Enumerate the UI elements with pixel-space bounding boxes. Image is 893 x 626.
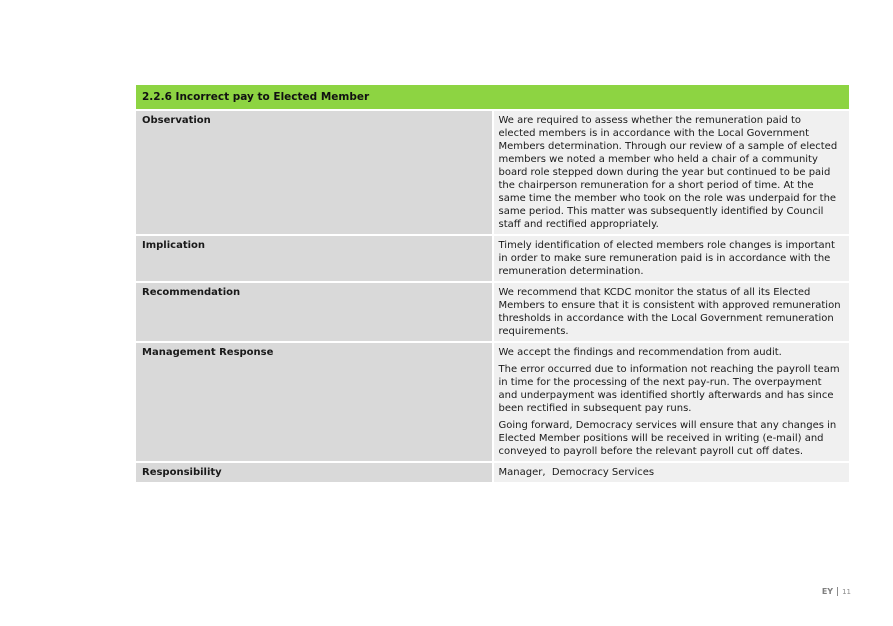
- observation-text: We are required to assess whether the remuneration paid to elected members is in accordance with the Local Government Members determination. Through our review of a sample of elected members we noted a member who held a chair of a community board role stepped down during the year but continued to be paid the chairperson remuneration for a short period of time. At the same time the member who took on the role was underpaid for the same period. This matter was subsequently identified by Council staff and rectified appropriately.: [498, 115, 838, 230]
- row-value-recommendation: [493, 282, 850, 342]
- finding-title: 2.2.6 Incorrect pay to Elected Member: [136, 85, 849, 110]
- implication-text: Timely identification of elected members role changes is important in order to make sure remuneration paid is in accordance with the remuneration determination.: [498, 240, 835, 277]
- finding-title-row: [136, 85, 849, 110]
- footer-divider: [837, 587, 838, 596]
- table-row-implication: [136, 235, 849, 282]
- row-value-implication: [493, 235, 850, 282]
- row-value-observation: [493, 110, 850, 235]
- row-value-responsibility: [493, 462, 850, 482]
- row-label-management-response: Management Response: [136, 342, 493, 462]
- finding-table: [136, 85, 849, 482]
- row-value-management-response: [493, 342, 850, 462]
- page-footer: [822, 587, 851, 596]
- management-response-text-1: We accept the findings and recommendation from audit.: [498, 347, 782, 358]
- row-label-observation: Observation: [136, 110, 493, 235]
- footer-brand: EY: [821, 587, 834, 596]
- management-response-text-3: Going forward, Democracy services will ensure that any changes in Elected Member positions will be received in writing (e-mail) and conveyed to payroll before the relevant payroll cut off dates.: [498, 420, 837, 457]
- table-row-management-response: [136, 342, 849, 462]
- row-label-responsibility: Responsibility: [136, 462, 493, 482]
- recommendation-text: We recommend that KCDC monitor the status of all its Elected Members to ensure that it is consistent with approved remuneration thresholds in accordance with the Local Government remuneration requirements.: [498, 287, 841, 337]
- table-row-responsibility: [136, 462, 849, 482]
- row-label-recommendation: Recommendation: [136, 282, 493, 342]
- table-row-observation: [136, 110, 849, 235]
- page-number: 11: [842, 587, 851, 596]
- table-row-recommendation: [136, 282, 849, 342]
- management-response-text-2: The error occurred due to information not reaching the payroll team in time for the processing of the next pay-run. The overpayment and underpayment was identified shortly afterwards and has since been rectified in subsequent pay runs.: [498, 364, 840, 414]
- row-label-implication: Implication: [136, 235, 493, 282]
- responsibility-text: Manager, Democracy Services: [498, 467, 655, 478]
